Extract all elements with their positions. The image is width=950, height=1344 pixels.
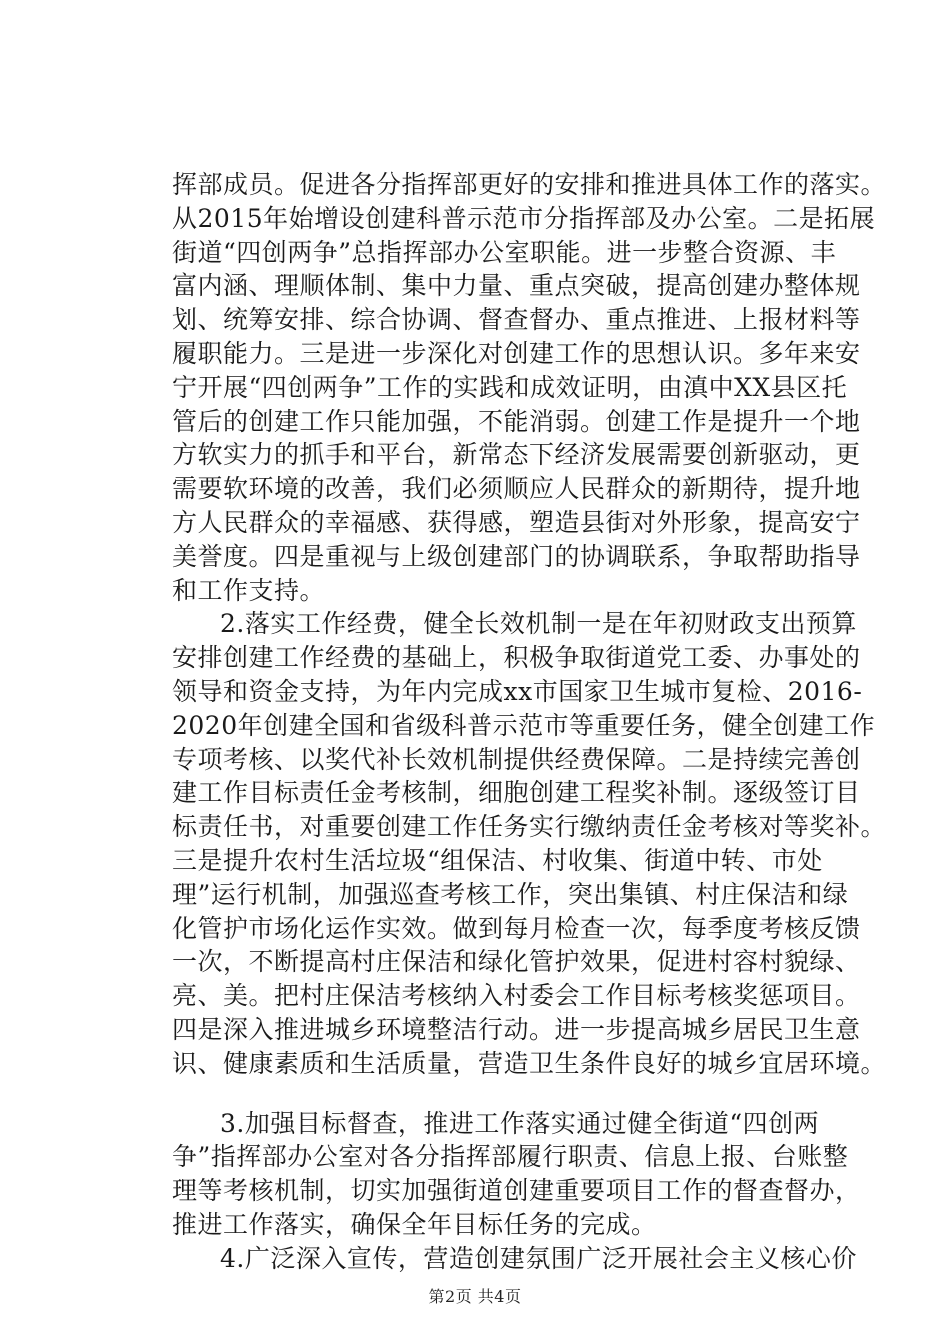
text-line: 争”指挥部办公室对各分指挥部履行职责、信息上报、台账整: [172, 1142, 849, 1172]
text-line: 需要软环境的改善，我们必须顺应人民群众的新期待，提升地: [172, 474, 861, 504]
paragraph-2: [172, 607, 887, 1080]
paragraph-spacer: [172, 1081, 832, 1107]
text-line: 识、健康素质和生活质量，营造卫生条件良好的城乡宜居环境。: [172, 1048, 887, 1078]
text-line: 街道“四创两争”总指挥部办公室职能。进一步整合资源、丰: [172, 237, 837, 267]
text-line: 管后的创建工作只能加强，不能消弱。创建工作是提升一个地: [172, 406, 861, 436]
text-line: 专项考核、以奖代补长效机制提供经费保障。二是持续完善创: [172, 744, 861, 774]
document-body: [172, 168, 887, 1276]
text-line: 三是提升农村生活垃圾“组保洁、村收集、街道中转、市处: [172, 845, 823, 875]
text-line: 理”运行机制，加强巡查考核工作，突出集镇、村庄保洁和绿: [172, 879, 849, 909]
text-line: 亮、美。把村庄保洁考核纳入村委会工作目标考核奖惩项目。: [172, 981, 861, 1011]
paragraph-4: [172, 1242, 857, 1276]
text-line: 富内涵、理顺体制、集中力量、重点突破，提高创建办整体规: [172, 271, 861, 301]
text-line: 理等考核机制，切实加强街道创建重要项目工作的督查督办，: [172, 1176, 861, 1206]
text-line: 方软实力的抓手和平台，新常态下经济发展需要创新驱动，更: [172, 440, 861, 470]
text-line: 建工作目标责任金考核制，细胞创建工程奖补制。逐级签订目: [172, 778, 861, 808]
paragraph-1: [172, 168, 887, 607]
text-line: 4.广泛深入宣传，营造创建氛围广泛开展社会主义核心价: [220, 1243, 857, 1273]
text-line: 一次，不断提高村庄保洁和绿化管护效果，促进村容村貌绿、: [172, 947, 861, 977]
text-line: 划、统筹安排、综合协调、督查督办、重点推进、上报材料等: [172, 305, 861, 335]
text-line: 挥部成员。促进各分指挥部更好的安排和推进具体工作的落实。: [172, 170, 887, 199]
text-line: 2020年创建全国和省级科普示范市等重要任务，健全创建工作: [172, 710, 876, 740]
text-line: 方人民群众的幸福感、获得感，塑造县街对外形象，提高安宁: [172, 507, 861, 537]
text-line: 履职能力。三是进一步深化对创建工作的思想认识。多年来安: [172, 338, 861, 368]
text-line: 美誉度。四是重视与上级创建部门的协调联系，争取帮助指导: [172, 541, 861, 571]
text-line: 推进工作落实，确保全年目标任务的完成。: [172, 1209, 657, 1239]
text-line: 3.加强目标督查，推进工作落实通过健全街道“四创两: [220, 1108, 820, 1138]
text-line: 2.落实工作经费，健全长效机制一是在年初财政支出预算: [220, 609, 857, 639]
text-line: 从2015年始增设创建科普示范市分指挥部及办公室。二是拓展: [172, 203, 876, 233]
text-line: 领导和资金支持，为年内完成xx市国家卫生城市复检、2016-: [172, 676, 863, 706]
text-line: 四是深入推进城乡环境整洁行动。进一步提高城乡居民卫生意: [172, 1014, 861, 1044]
page-number-footer: 第2页 共4页: [428, 1287, 522, 1306]
text-line: 安排创建工作经费的基础上，积极争取街道党工委、办事处的: [172, 643, 861, 673]
text-line: 标责任书，对重要创建工作任务实行缴纳责任金考核对等奖补。: [172, 812, 887, 842]
text-line: 和工作支持。: [172, 575, 326, 605]
text-line: 宁开展“四创两争”工作的实践和成效证明，由滇中XX县区托: [172, 372, 848, 402]
text-line: 化管护市场化运作实效。做到每月检查一次，每季度考核反馈: [172, 913, 861, 943]
paragraph-3: [172, 1107, 861, 1242]
